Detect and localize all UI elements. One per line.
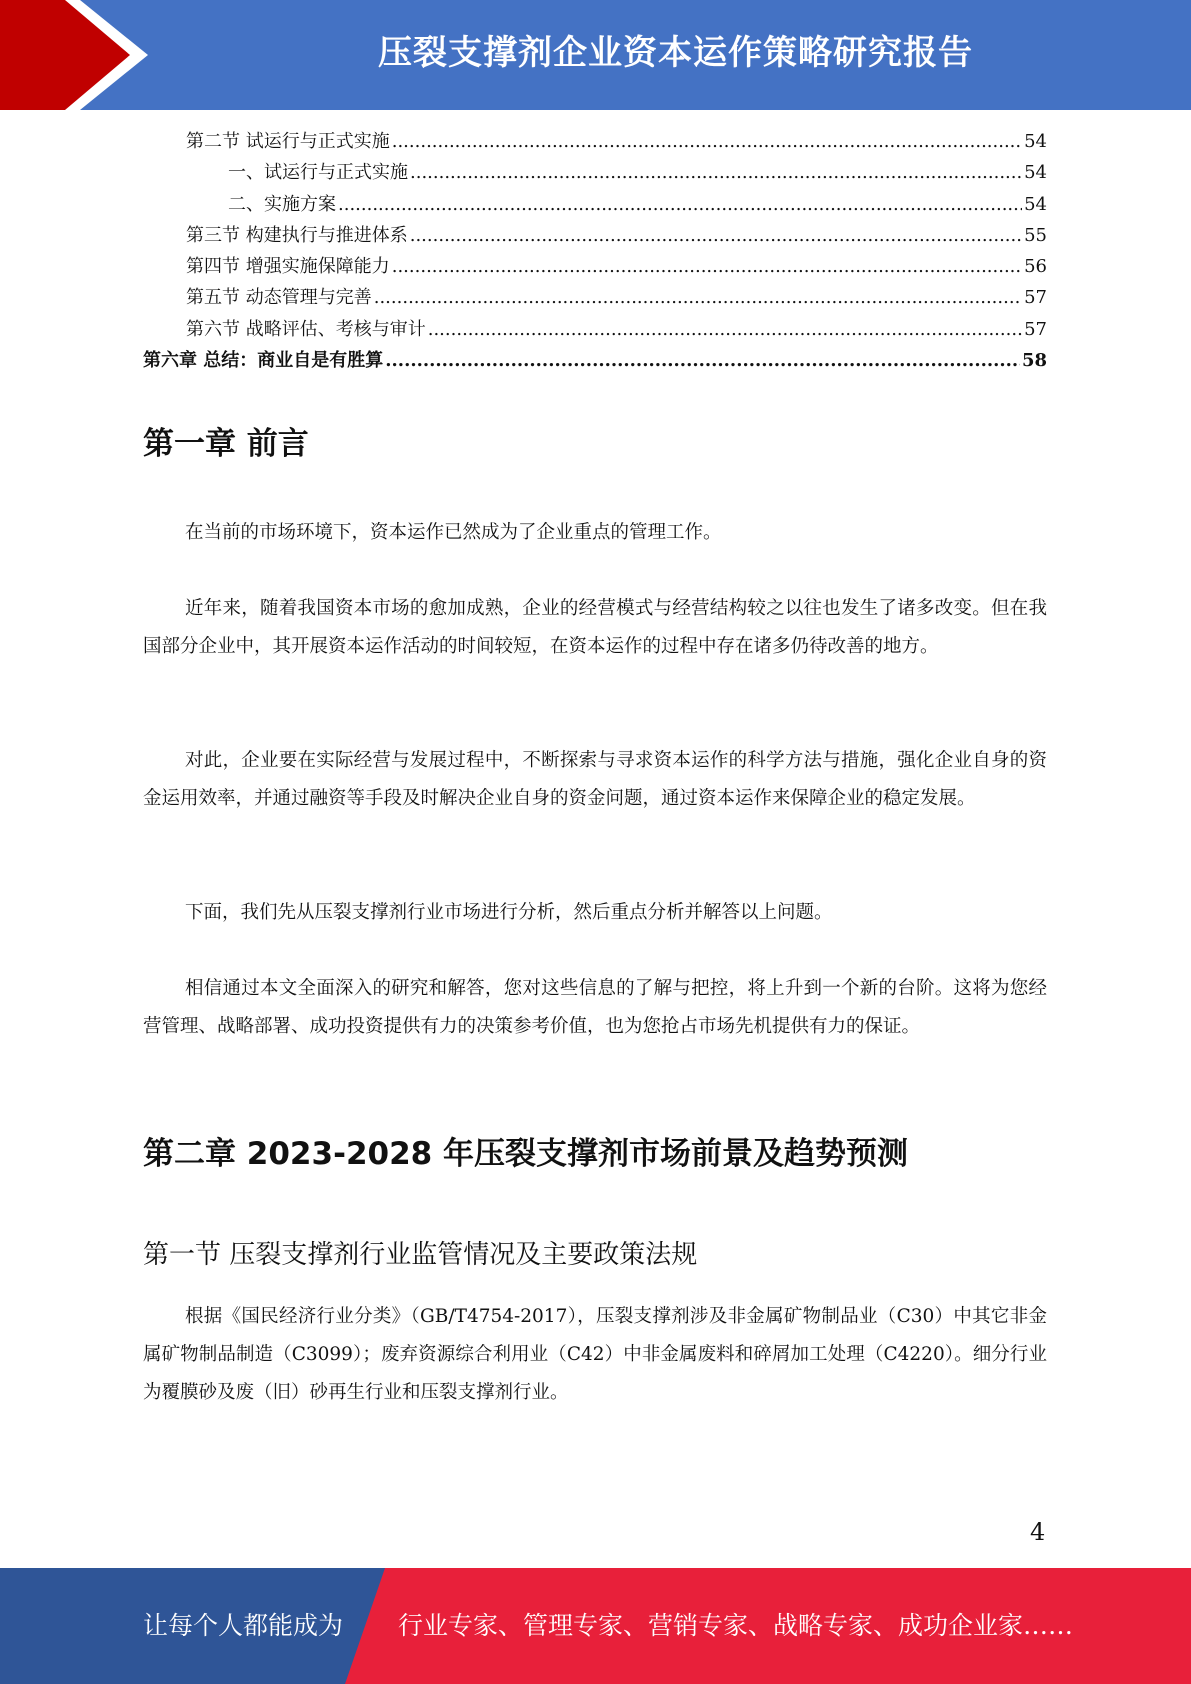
body-paragraph: 相信通过本文全面深入的研究和解答，您对这些信息的了解与把控，将上升到一个新的台阶。这将为您经营管理、战略部署、成功投资提供有力的决策参考价值，也为您抢占市场先机提供有力的保证。	[143, 978, 1047, 1037]
toc-entry[interactable]	[143, 158, 1047, 189]
chapter-2-heading: 第二章 2023-2028 年压裂支撑剂市场前景及趋势预测	[143, 1136, 909, 1172]
toc-leader-dots	[428, 319, 1022, 340]
toc-leader-dots	[338, 194, 1022, 215]
toc-entry[interactable]	[143, 221, 1047, 252]
toc-entry-label: 第三节 构建执行与推进体系	[186, 224, 408, 246]
footer-slogan-left: 让每个人都能成为	[143, 1611, 344, 1640]
toc-entry[interactable]	[143, 190, 1047, 221]
toc-entry-label: 二、实施方案	[228, 193, 336, 215]
toc-entry-label: 第六章 总结：商业自是有胜算	[143, 350, 384, 372]
table-of-contents	[143, 127, 1047, 377]
toc-entry[interactable]	[143, 315, 1047, 346]
toc-entry-page: 54	[1024, 131, 1047, 152]
toc-entry[interactable]	[143, 127, 1047, 158]
toc-entry[interactable]	[143, 283, 1047, 314]
page-footer	[0, 1568, 1191, 1684]
body-paragraph: 下面，我们先从压裂支撑剂行业市场进行分析，然后重点分析并解答以上问题。	[185, 902, 833, 923]
toc-entry-label: 第二节 试运行与正式实施	[186, 131, 390, 152]
toc-entry-label: 一、试运行与正式实施	[228, 162, 408, 184]
body-paragraph: 在当前的市场环境下，资本运作已然成为了企业重点的管理工作。	[185, 522, 722, 543]
toc-entry[interactable]	[143, 252, 1047, 283]
toc-leader-dots	[410, 162, 1022, 183]
body-paragraph: 根据《国民经济行业分类》（GB/T4754-2017），压裂支撑剂涉及非金属矿物制品业（C30）中其它非金属矿物制品制造（C3099）；废弃资源综合利用业（C42）中非金属废料和碎屑加工处理（C4220）。细分行业为覆膜砂及废（旧）砂再生行业和压裂支撑剂行业。	[143, 1306, 1047, 1403]
toc-entry-page: 54	[1024, 162, 1047, 184]
toc-entry-label: 第五节 动态管理与完善	[186, 287, 372, 309]
toc-entry-label: 第六节 战略评估、考核与审计	[186, 318, 426, 340]
toc-entry-label: 第四节 增强实施保障能力	[186, 256, 390, 278]
body-paragraph: 对此，企业要在实际经营与发展过程中，不断探索与寻求资本运作的科学方法与措施，强化企业自身的资金运用效率，并通过融资等手段及时解决企业自身的资金问题，通过资本运作来保障企业的稳定发展。	[143, 750, 1047, 809]
toc-leader-dots	[392, 256, 1022, 277]
toc-leader-dots	[392, 131, 1022, 152]
page-number: 4	[1030, 1518, 1046, 1546]
body-paragraph: 近年来，随着我国资本市场的愈加成熟，企业的经营模式与经营结构较之以往也发生了诸多改变。但在我国部分企业中，其开展资本运作活动的时间较短，在资本运作的过程中存在诸多仍待改善的地方。	[143, 598, 1047, 657]
toc-entry-page: 55	[1024, 224, 1047, 246]
report-title: 压裂支撑剂企业资本运作策略研究报告	[378, 33, 973, 73]
toc-entry-page: 54	[1024, 193, 1047, 215]
toc-leader-dots	[410, 225, 1022, 246]
toc-entry-page: 57	[1024, 318, 1047, 340]
toc-leader-dots	[385, 350, 1020, 371]
chapter-1-heading: 第一章 前言	[143, 426, 309, 462]
toc-entry-page: 56	[1024, 256, 1047, 278]
toc-chapter-entry[interactable]	[143, 346, 1047, 377]
page-header	[0, 0, 1191, 110]
toc-entry-page: 58	[1021, 350, 1047, 372]
toc-leader-dots	[374, 287, 1022, 308]
toc-entry-page: 57	[1024, 287, 1047, 309]
section-heading: 第一节 压裂支撑剂行业监管情况及主要政策法规	[143, 1240, 698, 1270]
footer-slogan-right: 行业专家、管理专家、营销专家、战略专家、成功企业家……	[398, 1611, 1074, 1640]
